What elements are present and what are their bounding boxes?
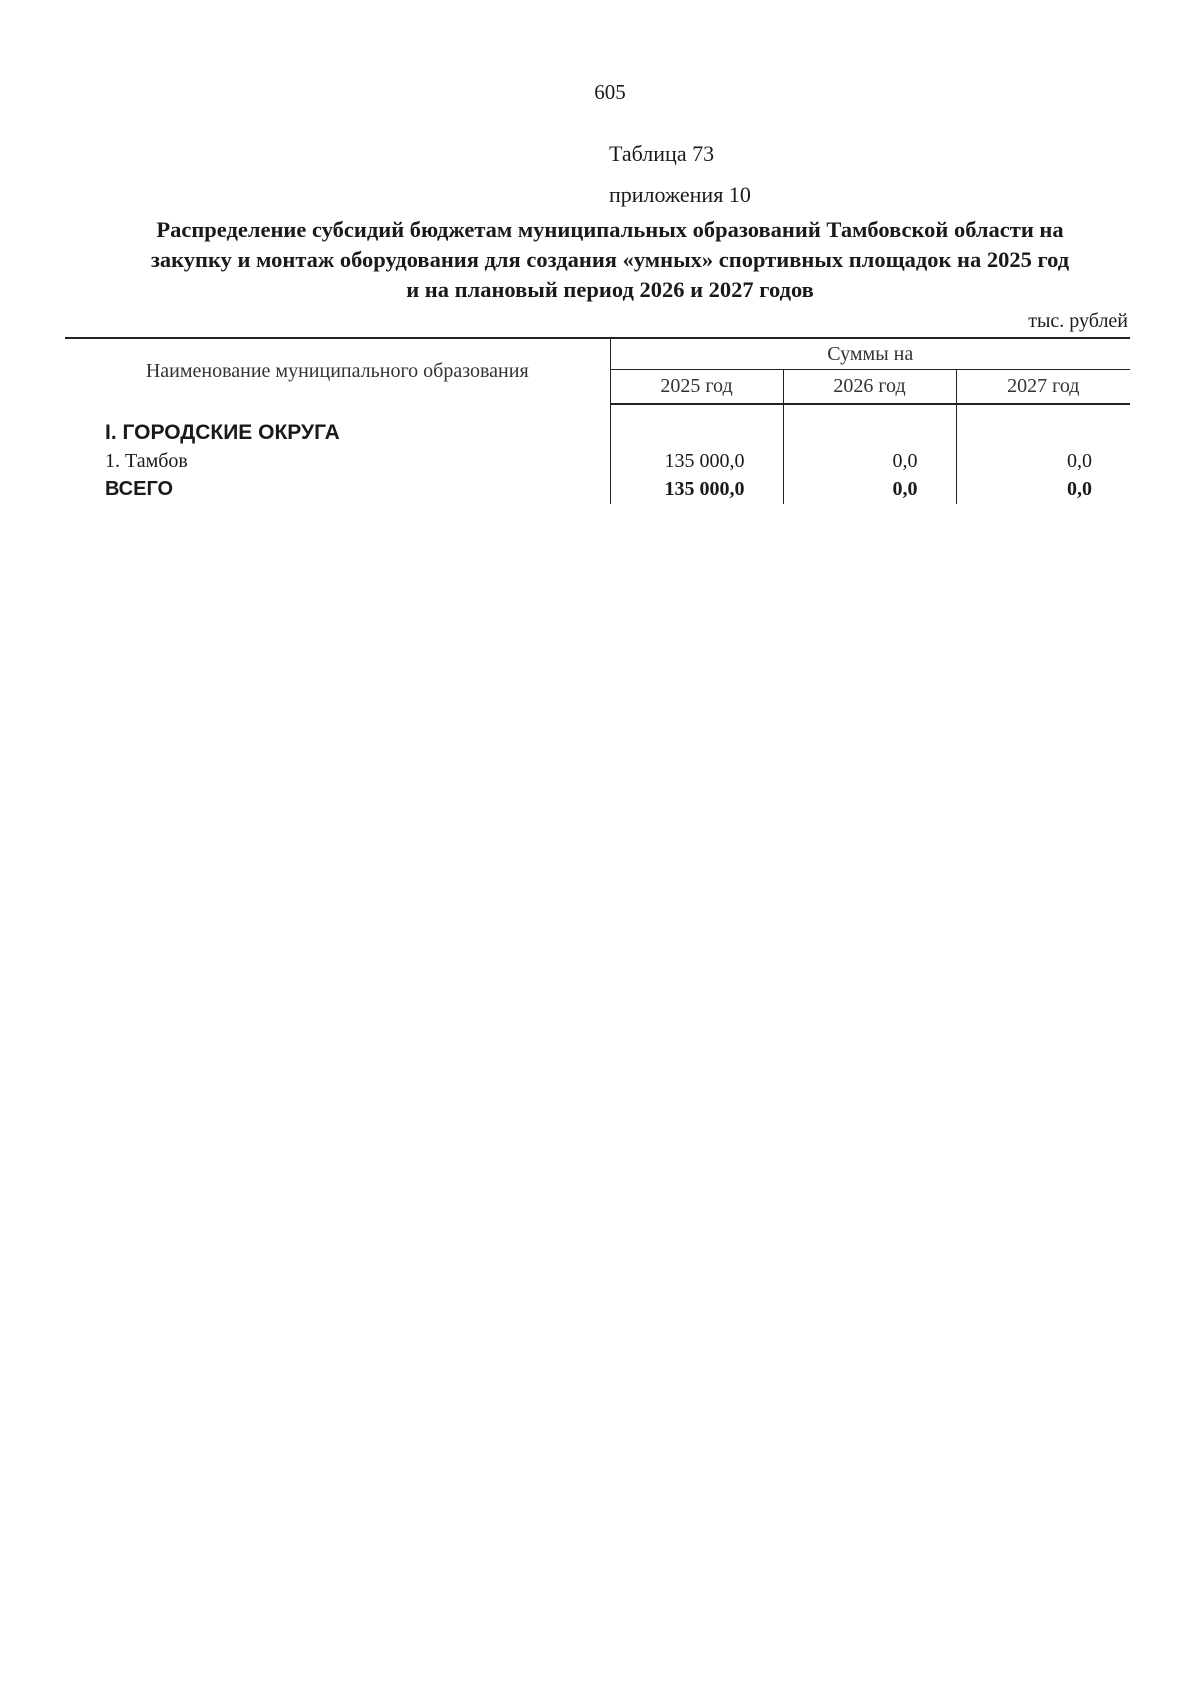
title-line-3: и на плановый период 2026 и 2027 годов [406,277,814,302]
title-line-2: закупку и монтаж оборудования для создания «умных» спортивных площадок на 2025 год [150,247,1070,272]
header-municipality: Наименование муниципального образования [65,338,610,404]
total-row [65,473,1130,504]
section-row [65,417,1130,445]
spacer-row [65,404,1130,417]
total-value-2026: 0,0 [783,473,956,504]
subsidy-table [65,337,1130,504]
row-value-2027: 0,0 [956,445,1130,473]
row-name: 1. Тамбов [105,450,188,472]
row-value-2026: 0,0 [783,445,956,473]
page-number: 605 [594,80,626,104]
header-year-2026: 2026 год [783,370,956,405]
header-sums-group: Суммы на [610,338,1130,370]
total-value-2025: 135 000,0 [610,473,783,504]
section-label: I. ГОРОДСКИЕ ОКРУГА [105,421,340,444]
document-title [80,215,1140,305]
header-year-2025: 2025 год [610,370,783,405]
table-header-row [65,338,1130,370]
total-value-2027: 0,0 [956,473,1130,504]
total-label: ВСЕГО [105,478,174,500]
header-year-2027: 2027 год [956,370,1130,405]
table-row [65,445,1130,473]
units-label: тыс. рублей [1028,310,1128,332]
title-line-1: Распределение субсидий бюджетам муниципальных образований Тамбовской области на [156,217,1064,242]
row-value-2025: 135 000,0 [610,445,783,473]
table-label: Таблица 73 [609,141,715,166]
appendix-label: приложения 10 [609,182,751,207]
